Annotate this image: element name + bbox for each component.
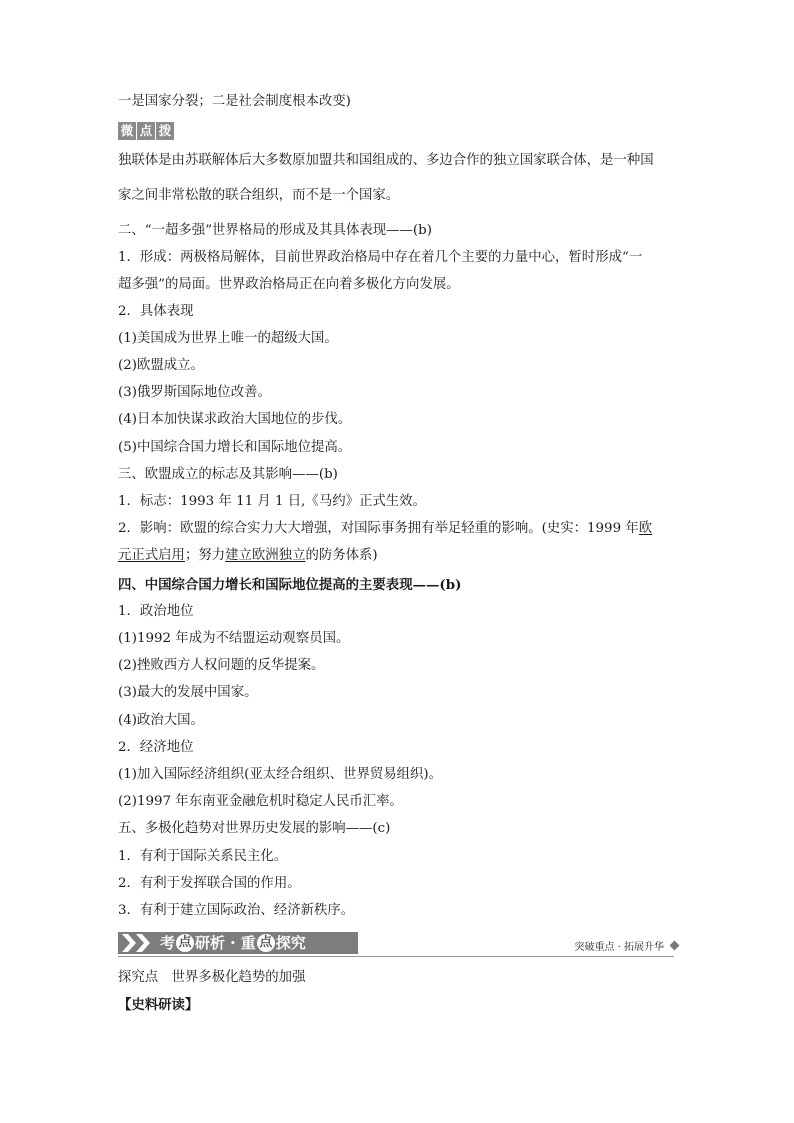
tip-badge-char: 拨: [156, 122, 174, 140]
banner-title: [160, 933, 306, 953]
text-line: 2．经济地位: [118, 740, 194, 755]
text-line: [118, 547, 678, 565]
banner-subtitle: 突破重点 · 拓展升华: [574, 942, 664, 953]
text-span: 的防务体系): [305, 548, 378, 563]
subsection-heading: 【史料研读】: [118, 998, 199, 1013]
section-heading: 三、欧盟成立的标志及其影响——(b): [118, 467, 338, 482]
list-item: (5)中国综合国力增长和国际地位提高。: [118, 440, 352, 455]
text-line: 1．形成：两极格局解体，目前世界政治格局中存在着几个主要的力量中心，暂时形成“一: [118, 250, 643, 265]
chevron-right-icon: [122, 934, 136, 952]
list-item: (4)日本加快谋求政治大国地位的步伐。: [118, 412, 352, 427]
banner-title-char: 重: [240, 934, 256, 952]
banner-rule: [118, 956, 674, 957]
text-line: 独联体是由苏联解体后大多数原加盟共和国组成的、多边合作的独立国家联合体，是一种国: [118, 153, 654, 168]
list-item: 3．有利于建立国际政治、经济新秩序。: [118, 903, 355, 918]
list-item: (3)俄罗斯国际地位改善。: [118, 385, 271, 400]
list-item: (1)加入国际经济组织(亚太经合组织、世界贸易组织)。: [118, 767, 443, 782]
underlined-text: 欧: [638, 521, 653, 536]
text-line: 一是国家分裂；二是社会制度根本改变): [118, 94, 351, 109]
text-line: 2．具体表现: [118, 304, 194, 319]
section-heading: 五、多极化趋势对世界历史发展的影响——(c): [118, 821, 391, 836]
list-item: (1)1992 年成为不结盟运动观察员国。: [118, 631, 350, 646]
banner-title-separator: ·: [230, 934, 236, 952]
banner-title-char: 考: [160, 934, 176, 952]
list-item: (2)挫败西方人权问题的反华提案。: [118, 658, 325, 673]
text-span: ；努力: [184, 548, 226, 563]
tip-badge-char: 点: [137, 122, 155, 140]
list-item: 2．有利于发挥联合国的作用。: [118, 876, 301, 891]
section-heading: 二、“一超多强”世界格局的形成及其具体表现——(b): [118, 223, 432, 238]
list-item: 1．有利于国际关系民主化。: [118, 849, 288, 864]
underlined-text: 元正式启用: [118, 548, 185, 563]
text-line: 1．政治地位: [118, 604, 194, 619]
chevron-right-icon: [136, 934, 150, 952]
text-line: 超多强”的局面。世界政治格局正在向着多极化方向发展。: [118, 277, 460, 292]
banner-title-circled-char: 点: [257, 934, 275, 952]
text-span: 2．影响：欧盟的综合实力大大增强，对国际事务拥有举足轻重的影响。(史实：1999 年: [118, 521, 639, 536]
list-item: (3)最大的发展中国家。: [118, 685, 258, 700]
list-item: (1)美国成为世界上唯一的超级大国。: [118, 331, 338, 346]
section-banner: [118, 932, 680, 958]
text-line: 家之间非常松散的联合组织，而不是一个国家。: [118, 188, 400, 203]
underlined-text: 建立欧洲独立: [225, 548, 306, 563]
section-heading: 四、中国综合国力增长和国际地位提高的主要表现——(b): [118, 577, 462, 593]
list-item: (2)1997 年东南亚金融危机时稳定人民币汇率。: [118, 794, 403, 809]
inquiry-heading: 探究点 世界多极化趋势的加强: [118, 970, 306, 985]
tip-badge: [118, 122, 174, 140]
banner-title-text: 探究: [275, 934, 306, 952]
banner-title-circled-char: 点: [176, 934, 194, 952]
banner-title-text: 研析: [195, 934, 226, 952]
diamond-icon: [670, 941, 680, 951]
list-item: (4)政治大国。: [118, 713, 204, 728]
tip-badge-char: 微: [118, 122, 136, 140]
list-item: (2)欧盟成立。: [118, 358, 204, 373]
text-line: 1．标志：1993 年 11 月 1 日,《马约》正式生效。: [118, 494, 426, 509]
text-line: [118, 520, 678, 538]
